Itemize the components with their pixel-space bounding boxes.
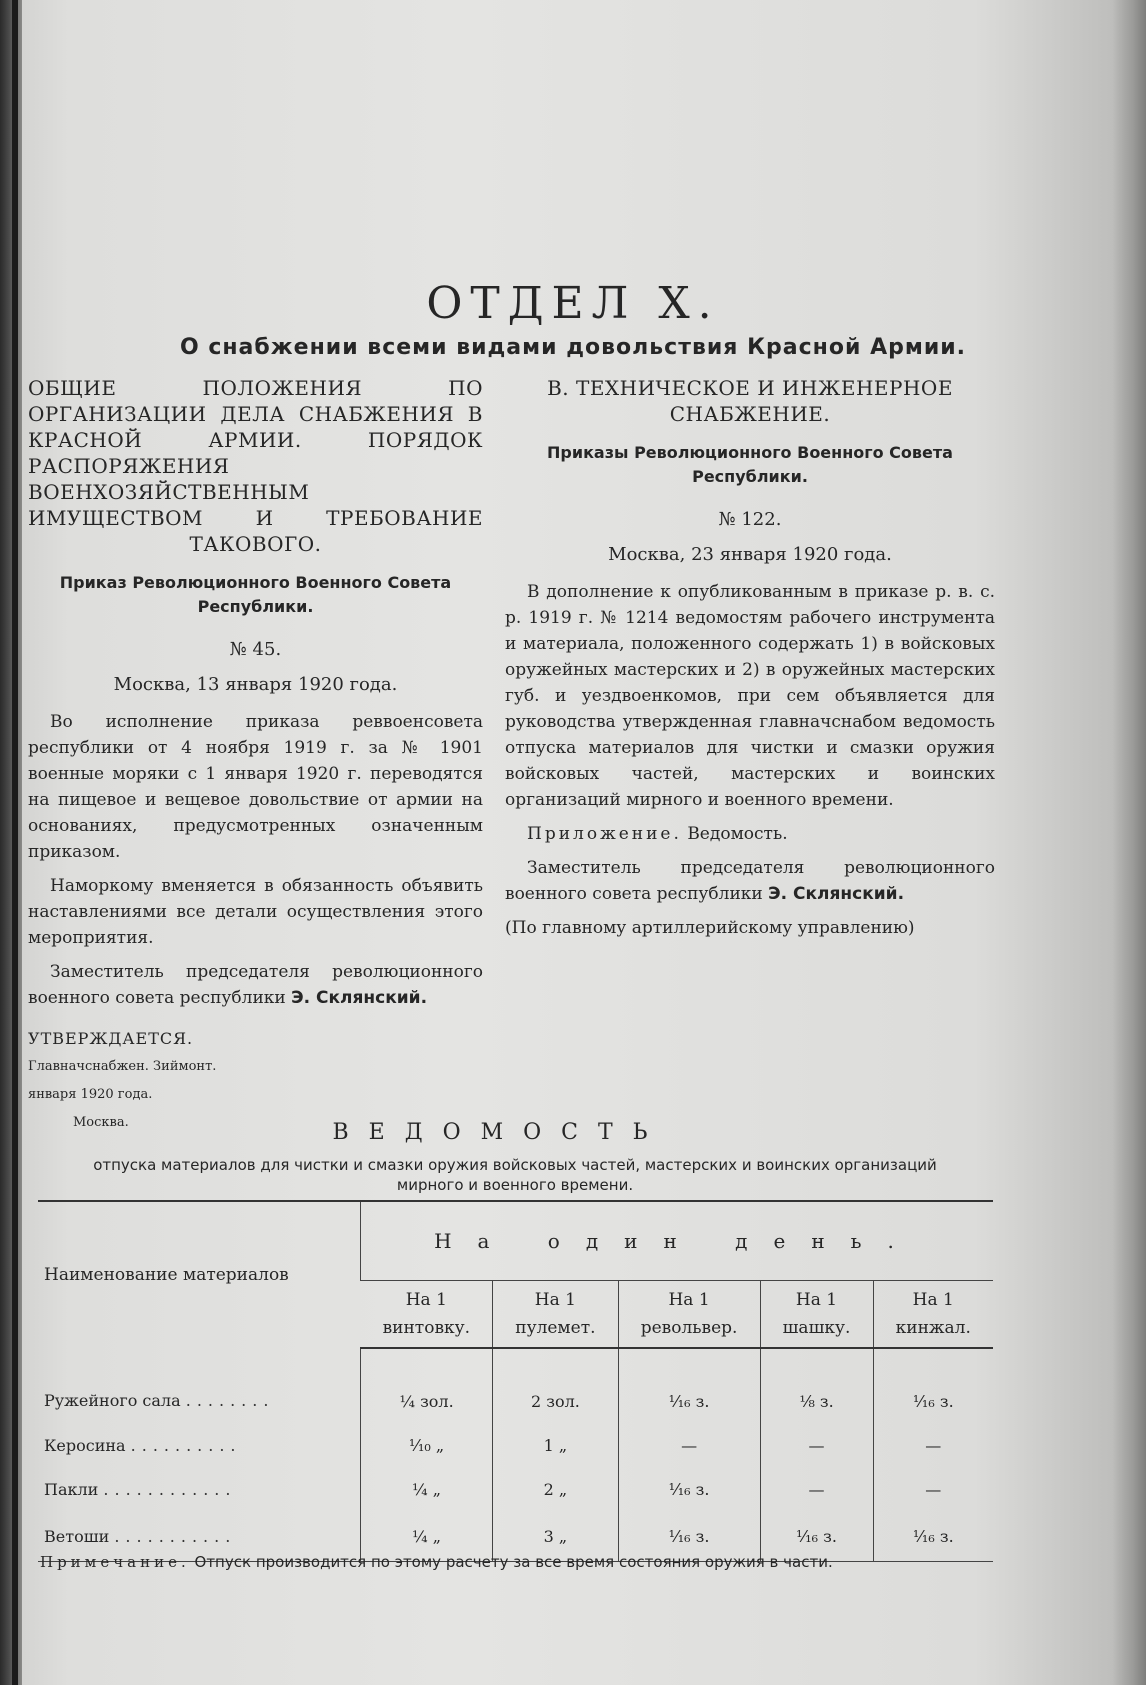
left-signature xyxy=(28,959,483,1011)
table-cell: ¹⁄₁₆ з. xyxy=(873,1348,993,1423)
right-order-number: № 122. xyxy=(718,509,782,530)
book-binding xyxy=(0,0,22,1685)
left-signature-text: Заместитель председателя революционного военного совета республики xyxy=(28,962,483,1008)
vedomost-title: ВЕДОМОСТЬ xyxy=(332,1120,668,1145)
right-order-place-date: Москва, 23 января 1920 года. xyxy=(608,544,892,565)
table-row xyxy=(38,1423,993,1467)
right-paragraph-1: В дополнение к опубликованным в приказе р. в. с. р. 1919 г. № 1214 ведомостям рабочего инструмента и материала, положенного содержать 1) в войсковых оружейных мастерских и 2) в оружейных мастерских губ. и уездвоенкомов, при сем объявляется для руководства утвержденная главначснабом ведомость отпуска материалов для чистки и смазки оружия войсковых частей, мастерских и воинских организаций мирного и военного времени. xyxy=(505,582,995,810)
note-text: Отпуск производится по этому расчету за все время состояния оружия в части. xyxy=(194,1553,833,1571)
table-cell: ¼ „ xyxy=(361,1467,493,1511)
appendix-value: Ведомость. xyxy=(687,824,788,844)
row-name: Керосина .......... xyxy=(44,1435,242,1455)
left-paragraph-2: Наморкому вменяется в обязанность объявить наставлениями все детали осуществления этого мероприятия. xyxy=(28,876,483,948)
left-order-head: Приказ Революционного Военного Совета Республики. xyxy=(59,573,452,616)
approval-line-4: Москва. xyxy=(73,1115,129,1130)
right-order-body xyxy=(505,579,995,941)
table-note xyxy=(40,1553,1000,1571)
left-column xyxy=(28,375,483,1137)
left-paragraph-1: Во исполнение приказа реввоенсовета республики от 4 ноября 1919 г. за № 1901 военные моряки с 1 января 1920 г. переводятся на пищевое и вещевое довольствие от армии на основаниях, предусмотренных означенным приказом. xyxy=(28,712,483,862)
table-cell: 2 „ xyxy=(493,1467,618,1511)
table-cell: 2 зол. xyxy=(493,1348,618,1423)
header-material-name: Наименование материалов xyxy=(38,1201,361,1348)
right-signature-text: Заместитель председателя революционного военного совета республики xyxy=(505,858,995,904)
header-col-saber: На 1 шашку. xyxy=(760,1281,873,1349)
approval-line-2: Главначснабжен. Зиймонт. xyxy=(28,1059,217,1074)
vedomost-table xyxy=(38,1200,993,1562)
table-cell: 3 „ xyxy=(493,1511,618,1562)
table-row xyxy=(38,1348,993,1423)
header-col-machinegun: На 1 пулемет. xyxy=(493,1281,618,1349)
left-signature-name: Э. Склянский. xyxy=(291,988,428,1008)
table-cell: ¹⁄₁₆ з. xyxy=(618,1467,760,1511)
vedomost-subtitle-line-2: мирного и военного времени. xyxy=(396,1176,634,1194)
right-signature-name: Э. Склянский. xyxy=(768,884,905,904)
vedomost-subtitle xyxy=(40,1155,990,1195)
right-heading: В. ТЕХНИЧЕСКОЕ И ИНЖЕНЕРНОЕ СНАБЖЕНИЕ. xyxy=(547,376,953,426)
row-name: Ветоши ........... xyxy=(38,1511,361,1562)
right-order-head: Приказы Революционного Военного Совета Республики. xyxy=(547,443,953,486)
appendix-label: Приложение. xyxy=(527,824,682,844)
approval-line-3: января 1920 года. xyxy=(28,1087,153,1102)
row-name: Ружейного сала ........ xyxy=(44,1391,275,1410)
vedomost-subtitle-line-1: отпуска материалов для чистки и смазки оружия войсковых частей, мастерских и воинских организаций xyxy=(93,1156,937,1174)
table-cell: ¼ зол. xyxy=(361,1348,493,1423)
table-cell: ¼ „ xyxy=(361,1511,493,1562)
table-cell: ¹⁄₁₆ з. xyxy=(618,1348,760,1423)
table-cell: — xyxy=(873,1467,993,1511)
approval-line-1: УТВЕРЖДАЕТСЯ. xyxy=(28,1029,194,1048)
table-cell: — xyxy=(760,1423,873,1467)
section-title: ОТДЕЛ Х. xyxy=(426,278,720,329)
table-cell: ¹⁄₁₆ з. xyxy=(618,1511,760,1562)
table-cell: ⅛ з. xyxy=(760,1348,873,1423)
left-order-place-date: Москва, 13 января 1920 года. xyxy=(113,674,398,695)
table-cell: ¹⁄₁₀ „ xyxy=(361,1423,493,1467)
table-cell: — xyxy=(760,1467,873,1511)
table-cell: 1 „ xyxy=(493,1423,618,1467)
table-cell: — xyxy=(873,1423,993,1467)
right-column xyxy=(505,375,995,949)
section-subtitle: О снабжении всеми видами довольствия Красной Армии. xyxy=(179,335,967,360)
table-row xyxy=(38,1467,993,1511)
header-col-rifle: На 1 винтовку. xyxy=(361,1281,493,1349)
left-heading: ОБЩИЕ ПОЛОЖЕНИЯ ПО ОРГАНИЗАЦИИ ДЕЛА СНАБЖЕНИЯ В КРАСНОЙ АРМИИ. ПОРЯДОК РАСПОРЯЖЕНИЯ ВОЕНХОЗЯЙСТВЕННЫМ ИМУЩЕСТВОМ И ТРЕБОВАНИЕ ТАКОВОГО. xyxy=(28,376,483,556)
left-order-body xyxy=(28,709,483,1011)
table-cell: ¹⁄₁₆ з. xyxy=(760,1511,873,1562)
right-signature xyxy=(505,855,995,907)
table-cell: ¹⁄₁₆ з. xyxy=(873,1511,993,1562)
note-label: Примечание. xyxy=(40,1553,190,1571)
header-per-day: На один день. xyxy=(361,1201,994,1281)
left-order-number: № 45. xyxy=(229,639,282,660)
right-appendix xyxy=(505,821,995,847)
right-note: (По главному артиллерийскому управлению) xyxy=(505,918,915,938)
header-col-revolver: На 1 револьвер. xyxy=(618,1281,760,1349)
page-edge-shadow xyxy=(1112,0,1146,1685)
row-name: Пакли ............ xyxy=(44,1479,237,1499)
header-col-dagger: На 1 кинжал. xyxy=(873,1281,993,1349)
table-cell: — xyxy=(618,1423,760,1467)
